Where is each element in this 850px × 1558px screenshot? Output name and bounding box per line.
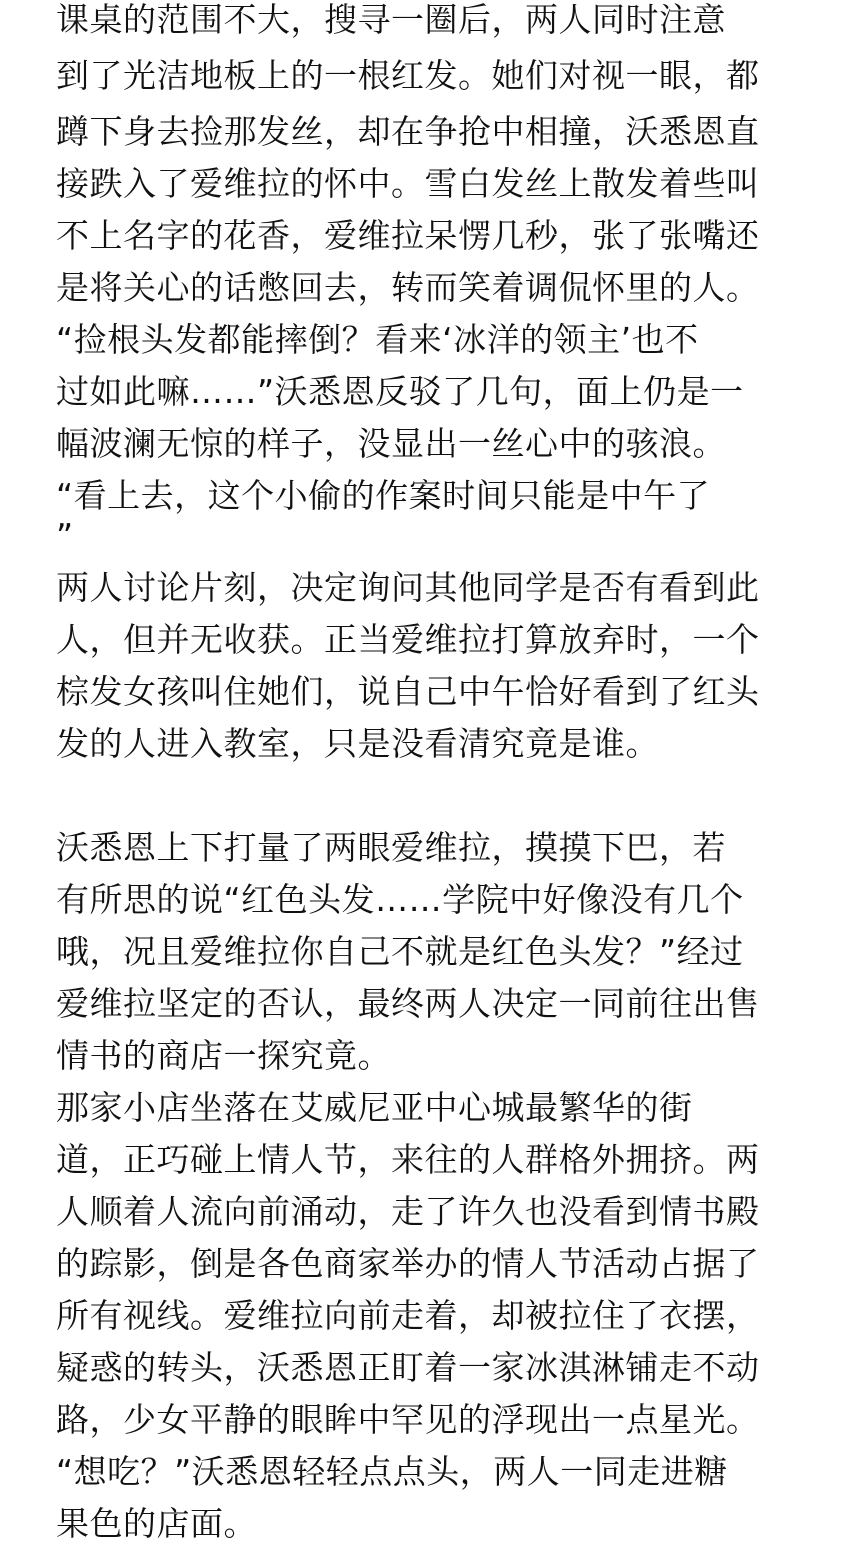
text-line: 棕发女孩叫住她们，说自己中午恰好看到了红头	[56, 672, 760, 711]
text-line: 果色的店面。	[56, 1504, 257, 1543]
text-line: 路，少女平静的眼眸中罕见的浮现出一点星光。	[56, 1400, 760, 1439]
text-line: 人，但并无收获。正当爱维拉打算放弃时，一个	[56, 620, 760, 659]
text-line: 人顺着人流向前涌动，走了许久也没看到情书殿	[56, 1192, 760, 1231]
text-line: 所有视线。爱维拉向前走着，却被拉住了衣摆，	[56, 1296, 760, 1335]
text-line: 到了光洁地板上的一根红发。她们对视一眼，都	[56, 56, 760, 95]
text-line: 有所思的说“红色头发……学院中好像没有几个	[56, 880, 744, 919]
text-line: ”	[56, 516, 74, 555]
text-line: “捡根头发都能摔倒？看来‘冰洋的领主’也不	[56, 320, 699, 359]
text-line: 爱维拉坚定的否认，最终两人决定一同前往出售	[56, 984, 760, 1023]
text-line: 哦，况且爱维拉你自己不就是红色头发？”经过	[56, 932, 744, 971]
text-line: 疑惑的转头，沃悉恩正盯着一家冰淇淋铺走不动	[56, 1348, 760, 1387]
text-line: 蹲下身去捡那发丝，却在争抢中相撞，沃悉恩直	[56, 112, 760, 151]
text-line: 课桌的范围不大，搜寻一圈后，两人同时注意	[56, 0, 726, 39]
text-line: 情书的商店一探究竟。	[56, 1036, 391, 1075]
text-line: 幅波澜无惊的样子，没显出一丝心中的骇浪。	[56, 424, 726, 463]
text-line: “想吃？”沃悉恩轻轻点点头，两人一同走进糖	[56, 1452, 728, 1491]
text-line: 那家小店坐落在艾威尼亚中心城最繁华的街	[56, 1088, 693, 1127]
text-line: 沃悉恩上下打量了两眼爱维拉，摸摸下巴，若	[56, 828, 726, 867]
text-line: 两人讨论片刻，决定询问其他同学是否有看到此	[56, 568, 760, 607]
text-line: “看上去，这个小偷的作案时间只能是中午了	[56, 476, 711, 515]
text-line: 发的人进入教室，只是没看清究竟是谁。	[56, 724, 659, 763]
text-line: 不上名字的花香，爱维拉呆愣几秒，张了张嘴还	[56, 216, 760, 255]
text-line: 的踪影，倒是各色商家举办的情人节活动占据了	[56, 1244, 760, 1283]
text-line: 道，正巧碰上情人节，来往的人群格外拥挤。两	[56, 1140, 760, 1179]
text-line: 过如此嘛……”沃悉恩反驳了几句，面上仍是一	[56, 372, 744, 411]
text-line: 接跌入了爱维拉的怀中。雪白发丝上散发着些叫	[56, 164, 760, 203]
text-line: 是将关心的话憋回去，转而笑着调侃怀里的人。	[56, 268, 760, 307]
